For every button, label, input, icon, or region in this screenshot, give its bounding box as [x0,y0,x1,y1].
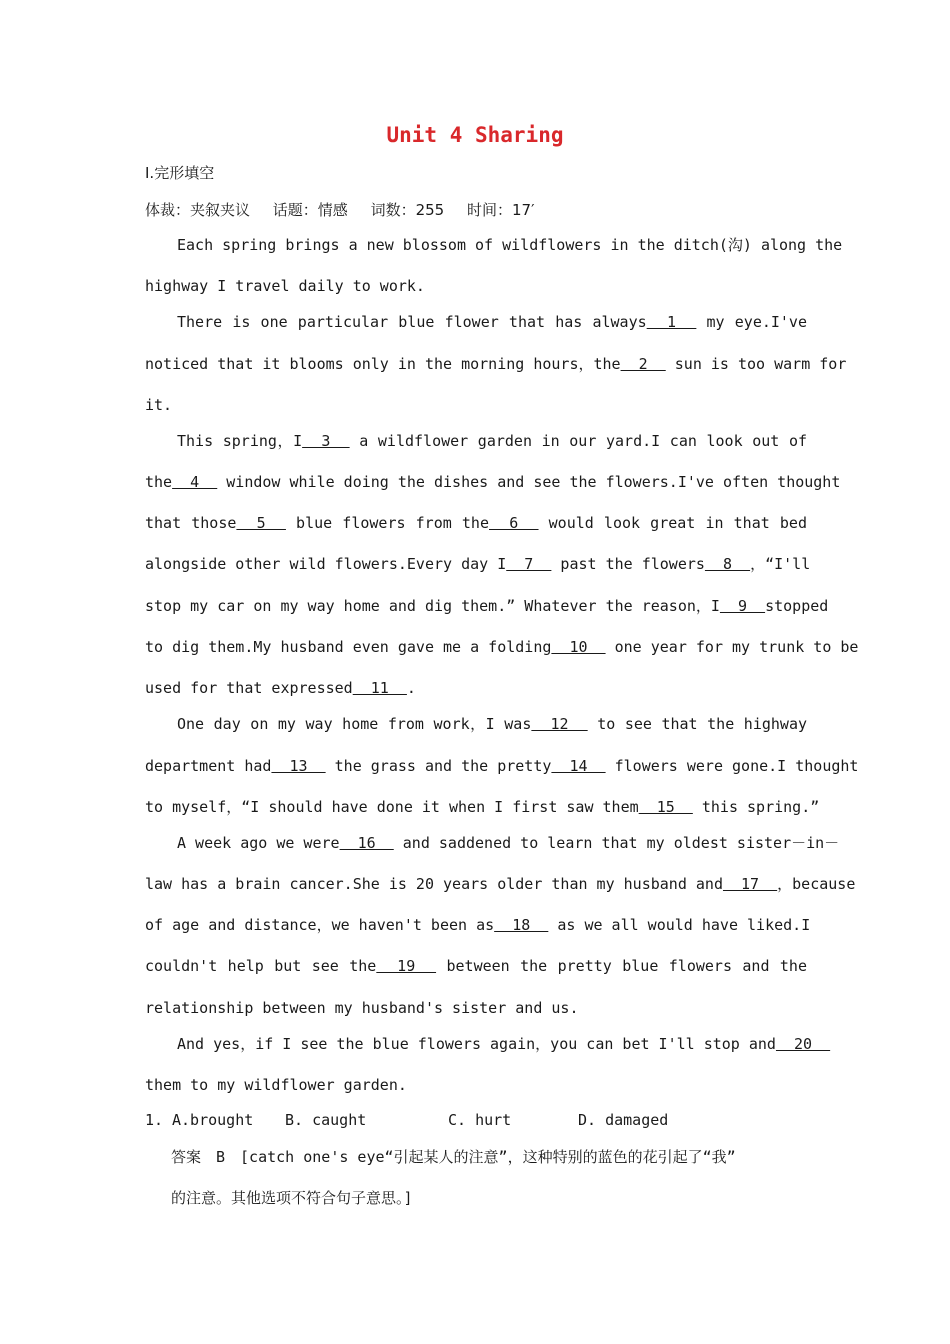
cloze-blank: 12 [531,715,588,733]
meta-genre: 体裁：夹叙夹议 [145,201,251,219]
passage-line: used for that expressed 11 . [145,679,416,697]
cloze-blank: 19 [376,957,437,975]
cloze-blank: 10 [551,638,606,656]
meta-words: 词数：255 [370,201,445,219]
cloze-blank: 14 [551,757,606,775]
question-number: 1. [145,1111,164,1129]
cloze-blank: 4 [172,473,218,491]
passage-line: And yes，if I see the blue flowers again，you can bet I'll stop and 20 [177,1035,831,1053]
page-title: Unit 4 Sharing [386,123,564,147]
passage-line: alongside other wild flowers.Every day I 7 past the flowers 8 ，“I'll [145,555,811,573]
passage-line: the 4 window while doing the dishes and see the flowers.I've often thought [145,473,841,491]
cloze-blank: 15 [638,798,693,816]
passage-line: law has a brain cancer.She is 20 years older than my husband and 17 ，because [145,875,856,893]
meta-topic: 话题：情感 [272,201,348,219]
option-b: B. caught [285,1111,367,1129]
passage-line: to myself，“I should have done it when I first saw them 15 this spring.” [145,798,820,816]
question-1-options [145,1111,668,1129]
passage-line: stop my car on my way home and dig them.” Whatever the reason，I 9 stopped [145,597,829,615]
passage-line: This spring，I 3 a wildflower garden in our yard.I can look out of [177,432,807,450]
passage-line: to dig them.My husband even gave me a folding 10 one year for my trunk to be [145,638,859,656]
passage-line: them to my wildflower garden. [145,1076,407,1094]
cloze-blank: 7 [506,555,552,573]
option-a: A.brought [172,1111,254,1129]
passage-line: relationship between my husband's sister and us. [145,999,579,1017]
cloze-blank: 17 [722,875,778,893]
cloze-blank: 9 [719,597,766,615]
cloze-blank: 6 [489,514,539,532]
cloze-blank: 8 [704,555,751,573]
answer-line-2: 的注意。其他选项不符合句子意思。] [171,1189,413,1207]
cloze-blank: 11 [352,679,407,697]
cloze-blank: 2 [620,355,666,373]
answer-line-1: 答案 B [catch one's eye“引起某人的注意”，这种特别的蓝色的花引起了“我” [171,1148,736,1166]
cloze-blank: 20 [775,1035,831,1053]
meta-time: 时间：17′ [467,201,535,219]
cloze-blank: 3 [302,432,350,450]
passage-line: it. [145,396,173,414]
passage-line: One day on my way home from work，I was 12 to see that the highway [177,715,808,733]
cloze-blank: 1 [646,313,697,331]
option-c: C. hurt [448,1111,512,1129]
passage-meta [145,199,553,220]
option-d: D. damaged [578,1111,669,1129]
cloze-blank: 16 [339,834,394,852]
passage-line: couldn't help but see the 19 between the pretty blue flowers and the [145,957,807,975]
cloze-blank: 18 [494,916,549,934]
passage-line: that those 5 blue flowers from the 6 would look great in that bed [145,514,807,532]
section-heading: Ⅰ.完形填空 [145,164,215,182]
passage-line: highway I travel daily to work. [145,277,425,295]
passage-line: noticed that it blooms only in the morning hours，the 2 sun is too warm for [145,355,847,373]
cloze-blank: 5 [236,514,286,532]
passage-line: There is one particular blue flower that has always 1 my eye.I've [177,313,807,331]
passage-line: Each spring brings a new blossom of wildflowers in the ditch(沟) along the [177,236,843,254]
passage-line: A week ago we were 16 and saddened to learn that my oldest sister－in－ [177,834,840,852]
passage-line: of age and distance，we haven't been as 18 as we all would have liked.I [145,916,811,934]
passage-line: department had 13 the grass and the pretty 14 flowers were gone.I thought [145,757,859,775]
cloze-blank: 13 [271,757,326,775]
